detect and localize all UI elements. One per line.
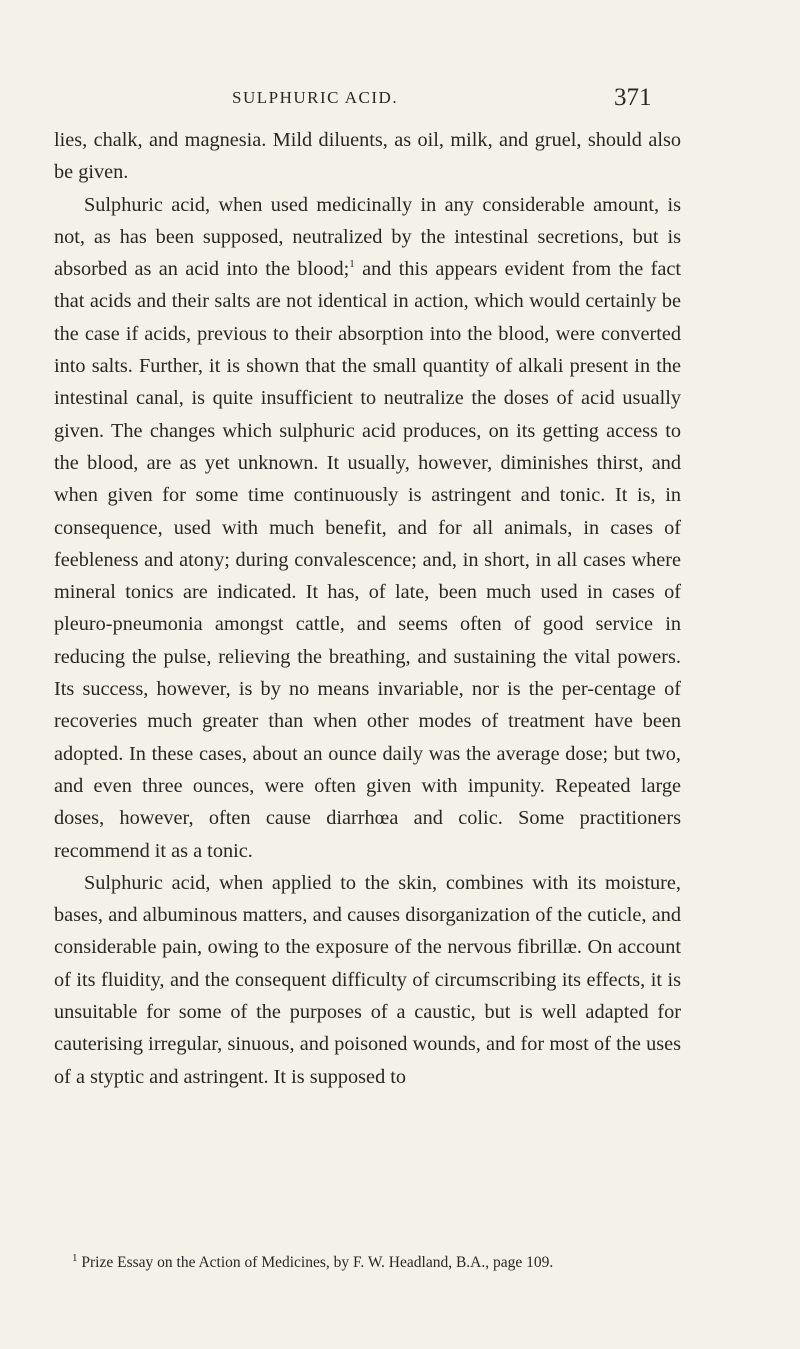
running-head: SULPHURIC ACID.	[232, 88, 399, 107]
paragraph-2-part-1: Sulphuric acid, when used medicinally in any considerable amount, is not, as has been supposed, neutralized by the intestinal secretions, but is absorbed as an acid into the blood;	[54, 193, 681, 281]
paragraph-2	[54, 189, 681, 867]
footnote	[72, 1253, 692, 1273]
page-number: 371	[614, 84, 652, 111]
footnote-text: Prize Essay on the Action of Medicines, by F. W. Headland, B.A., page 109.	[81, 1254, 554, 1271]
footnote-reference: 1	[349, 258, 355, 271]
body-text	[54, 124, 681, 1093]
paragraph-2-part-2: and this appears evident from the fact that acids and their salts are not identical in action, which would certainly be the case if acids, previous to their absorption into the blood, were converted into salts. Further, it is shown that the small quantity of alkali present in the intestinal canal, is quite insufficient to neutralize the doses of acid usually given. The changes which sulphuric acid produces, on its getting access to the blood, are as yet unknown. It usually, however, diminishes thirst, and when given for some time continuously is astringent and tonic. It is, in consequence, used with much benefit, and for all animals, in cases of feebleness and atony; during convalescence; and, in short, in all cases where mineral tonics are indicated. It has, of late, been much used in cases of pleuro-pneumonia amongst cattle, and seems often of good service in reducing the pulse, relieving the breathing, and sustaining the vital powers. Its success, however, is by no means invariable, nor is the per-centage of recoveries much greater than when other modes of treatment have been adopted. In these cases, about an ounce daily was the average dose; but two, and even three ounces, were often given with impunity. Repeated large doses, however, often cause diarrhœa and colic. Some practitioners recommend it as a tonic.	[54, 258, 681, 862]
footnote-marker: 1	[72, 1251, 78, 1264]
paragraph-1: lies, chalk, and magnesia. Mild diluents, as oil, milk, and gruel, should also be given.	[54, 129, 681, 184]
paragraph-3: Sulphuric acid, when applied to the skin, combines with its moisture, bases, and albuminous matters, and causes disorganization of the cuticle, and considerable pain, owing to the exposure of the nervous fibrillæ. On account of its fluidity, and the consequent difficulty of circumscribing its effects, it is unsuitable for some of the purposes of a caustic, but is well adapted for cauterising irregular, sinuous, and poisoned wounds, and for most of the uses of a styptic and astringent. It is supposed to	[54, 871, 681, 1088]
